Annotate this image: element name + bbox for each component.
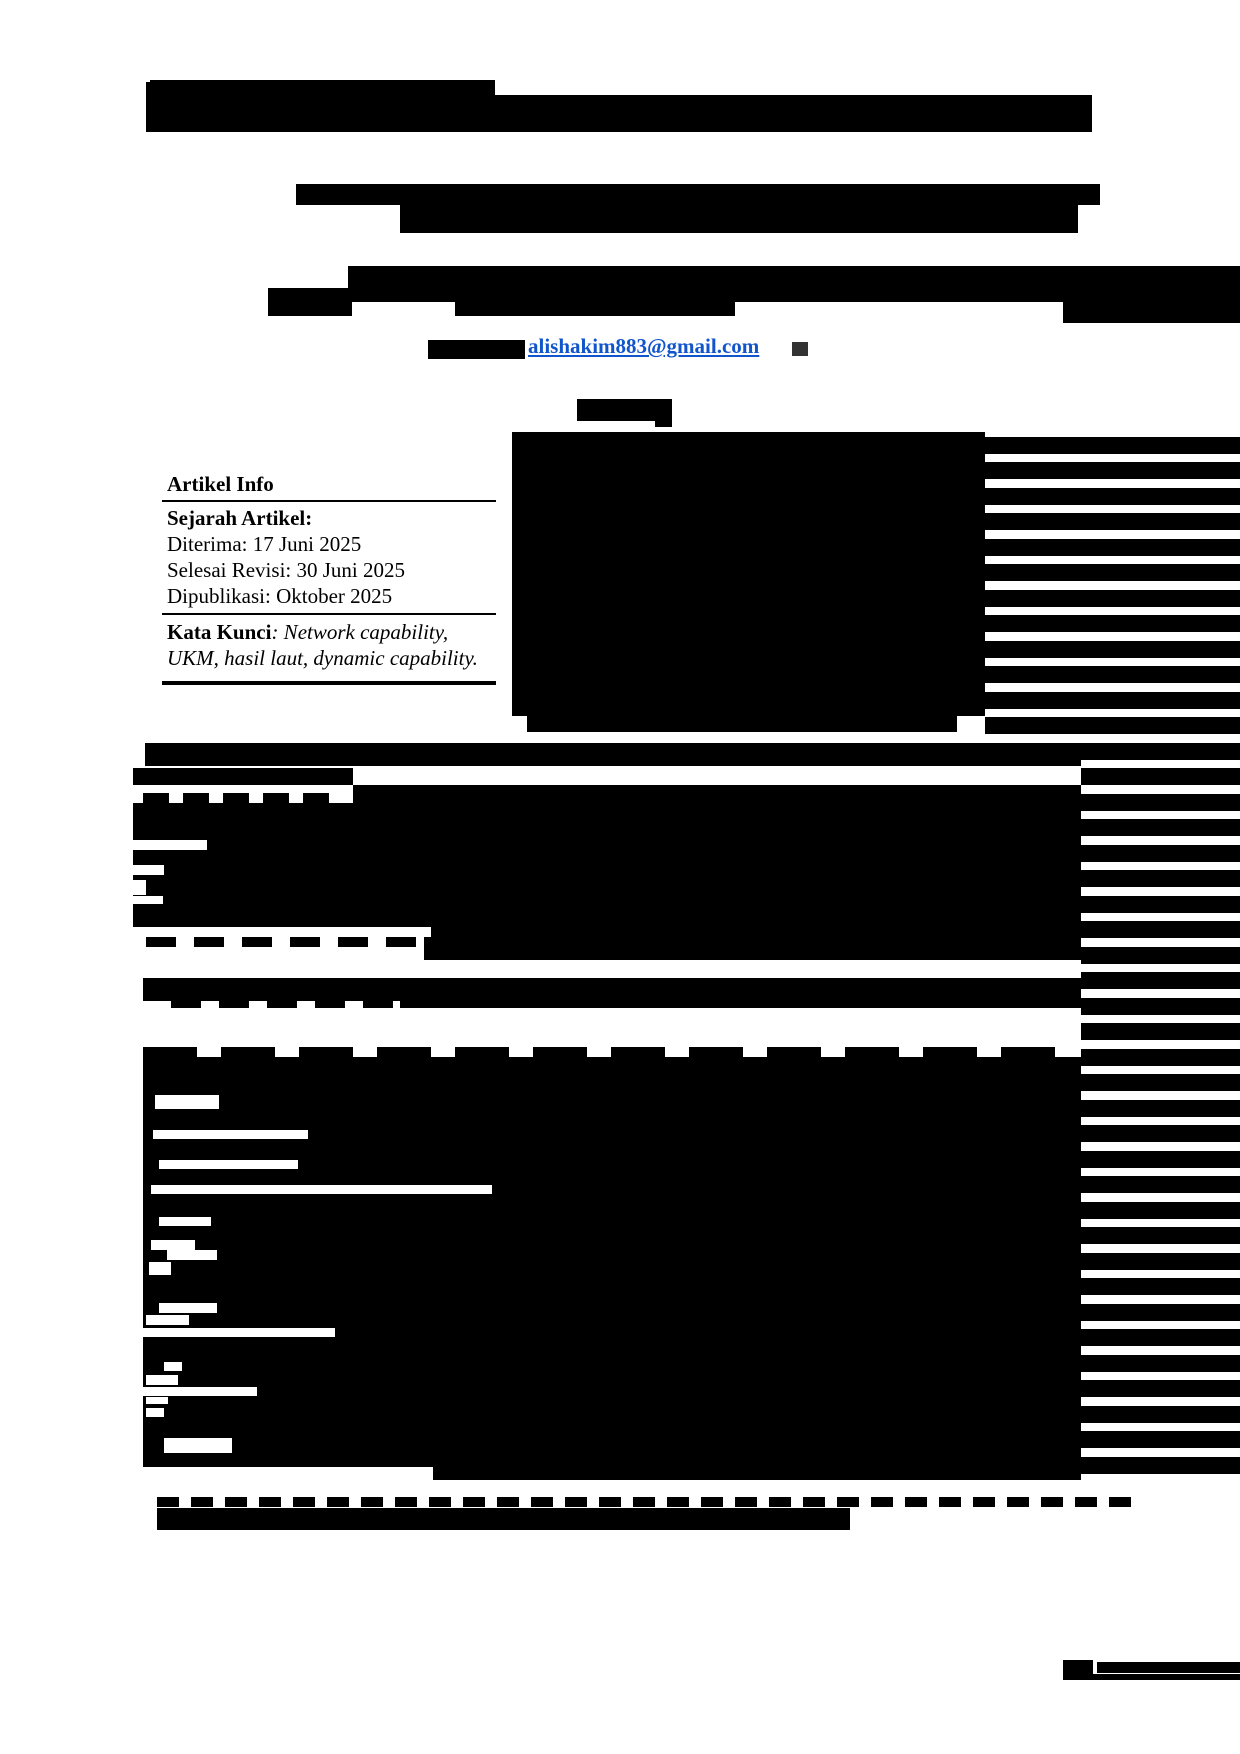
redaction-bar <box>151 1240 195 1250</box>
redaction-bar <box>1081 1431 1240 1448</box>
redaction-bar <box>1081 1355 1240 1372</box>
redaction-bar <box>463 1497 485 1507</box>
redaction-bar <box>1081 1380 1240 1397</box>
redaction-bar <box>1081 972 1240 989</box>
article-history <box>162 502 496 613</box>
redaction-bar <box>146 1397 168 1404</box>
redaction-bar <box>133 865 164 875</box>
redaction-bar <box>299 1047 353 1057</box>
redaction-bar <box>1081 819 1240 836</box>
redaction-bar <box>259 1497 281 1507</box>
redaction-bar <box>1001 1047 1055 1057</box>
redaction-bar <box>1081 1406 1240 1423</box>
redaction-bar <box>157 1497 179 1507</box>
redaction-bar <box>1081 1227 1240 1244</box>
redaction-bar <box>905 1497 927 1507</box>
redaction-bar <box>985 590 1240 607</box>
redaction-bar <box>303 793 329 803</box>
redaction-bar <box>1081 794 1240 811</box>
redaction-bar <box>133 927 431 937</box>
redaction-bar <box>395 1497 417 1507</box>
redaction-bar <box>599 1497 621 1507</box>
redaction-bar <box>377 1047 431 1057</box>
redaction-bar <box>527 716 957 732</box>
redaction-bar <box>803 1497 825 1507</box>
author-email-link[interactable]: alishakim883@gmail.com <box>528 334 760 358</box>
redaction-bar <box>455 300 735 316</box>
redaction-bar <box>146 95 1092 132</box>
redaction-bar <box>133 1328 335 1337</box>
redaction-bar <box>577 399 672 421</box>
redaction-bar <box>290 937 320 947</box>
redaction-bar <box>1081 1151 1240 1168</box>
redaction-bar <box>985 666 1240 683</box>
article-info-title: Artikel Info <box>167 472 274 496</box>
redaction-bar <box>1097 1662 1240 1673</box>
redaction-bar <box>133 840 207 850</box>
redaction-bar <box>735 1497 757 1507</box>
redaction-bar <box>338 937 368 947</box>
redaction-bar <box>1041 1497 1063 1507</box>
redaction-bar <box>1063 1674 1240 1680</box>
redaction-bar <box>225 1497 247 1507</box>
redaction-bar <box>293 1497 315 1507</box>
article-info-box <box>162 471 496 685</box>
redaction-bar <box>153 1130 308 1139</box>
redaction-bar <box>400 205 1078 233</box>
redaction-bar <box>353 785 1081 803</box>
redaction-bar <box>149 1262 171 1275</box>
redaction-bar <box>985 641 1240 658</box>
redaction-bar <box>1081 998 1240 1015</box>
redaction-bar <box>1081 1457 1240 1474</box>
redaction-bar <box>531 1497 553 1507</box>
redaction-bar <box>985 513 1240 530</box>
redaction-bar <box>242 937 272 947</box>
redaction-bar <box>871 1497 893 1507</box>
redaction-bar <box>655 419 672 427</box>
redaction-bar <box>1081 743 1240 760</box>
history-revised: Selesai Revisi: 30 Juni 2025 <box>167 558 405 582</box>
redaction-bar <box>145 743 1081 766</box>
redaction-bar <box>171 1000 201 1008</box>
redaction-bar <box>923 1047 977 1057</box>
redaction-bar <box>667 1497 689 1507</box>
redaction-bar <box>386 937 416 947</box>
redaction-bar <box>769 1497 791 1507</box>
history-heading: Sejarah Artikel: <box>167 506 313 530</box>
redaction-bar <box>1081 1074 1240 1091</box>
redaction-bar <box>1081 768 1240 785</box>
redaction-bar <box>1109 1497 1131 1507</box>
redaction-bar <box>985 564 1240 581</box>
redaction-bar <box>837 1497 859 1507</box>
redaction-bar <box>939 1497 961 1507</box>
redaction-bar <box>143 1057 1081 1480</box>
redaction-bar <box>143 978 1081 1001</box>
redaction-bar <box>689 1047 743 1057</box>
redaction-bar <box>1081 1202 1240 1219</box>
redaction-bar <box>191 1497 213 1507</box>
redaction-bar <box>985 488 1240 505</box>
redaction-bar <box>164 1438 232 1453</box>
redaction-bar <box>611 1047 665 1057</box>
redaction-bar <box>400 1000 1081 1008</box>
redaction-bar <box>497 1497 519 1507</box>
keywords-label: Kata Kunci <box>167 620 272 644</box>
redaction-bar <box>150 80 495 95</box>
redaction-bar <box>194 937 224 947</box>
redaction-bar <box>512 432 985 716</box>
redaction-bar <box>146 1315 189 1325</box>
history-published: Dipublikasi: Oktober 2025 <box>167 584 393 608</box>
redaction-bar <box>1007 1497 1029 1507</box>
keywords-text: : Network capability, UKM, hasil laut, dynamic capability. <box>167 620 478 670</box>
redaction-bar <box>219 1000 249 1008</box>
redaction-bar <box>1063 302 1240 323</box>
redaction-bar <box>327 1497 349 1507</box>
redaction-bar <box>985 437 1240 454</box>
redaction-bar <box>1081 845 1240 862</box>
redaction-bar <box>133 1467 433 1480</box>
redaction-bar <box>143 793 169 803</box>
email-line <box>528 334 759 358</box>
redaction-bar <box>146 1375 178 1385</box>
redaction-bar <box>1081 896 1240 913</box>
redaction-bar <box>223 793 249 803</box>
redaction-bar <box>1081 1278 1240 1295</box>
divider-bottom <box>162 681 496 685</box>
redaction-bar <box>361 1497 383 1507</box>
redaction-bar <box>159 1160 298 1169</box>
redaction-bar <box>133 1387 257 1396</box>
redaction-bar <box>1081 1125 1240 1142</box>
redaction-bar <box>792 342 808 356</box>
redaction-bar <box>1081 1329 1240 1346</box>
redaction-bar <box>985 615 1240 632</box>
redaction-bar <box>133 803 1081 935</box>
redaction-bar <box>363 1000 393 1008</box>
redaction-bar <box>1075 1497 1097 1507</box>
redaction-bar <box>183 793 209 803</box>
redaction-bar <box>985 717 1240 734</box>
redaction-bar <box>143 1047 197 1057</box>
redaction-bar <box>133 768 353 785</box>
redaction-bar <box>348 266 1240 302</box>
redaction-bar <box>424 935 1081 960</box>
redaction-bar <box>146 1408 164 1417</box>
redaction-bar <box>1081 1176 1240 1193</box>
redaction-bar <box>1081 1304 1240 1321</box>
redaction-bar <box>167 1250 217 1260</box>
redaction-bar <box>267 1000 297 1008</box>
redaction-bar <box>985 462 1240 479</box>
redaction-bar <box>429 1497 451 1507</box>
redaction-bar <box>985 539 1240 556</box>
redaction-bar <box>1081 1100 1240 1117</box>
redaction-bar <box>973 1497 995 1507</box>
redaction-bar <box>533 1047 587 1057</box>
redaction-bar <box>221 1047 275 1057</box>
redaction-bar <box>1081 1049 1240 1066</box>
redaction-bar <box>133 880 146 895</box>
redaction-bar <box>263 793 289 803</box>
redaction-bar <box>1081 947 1240 964</box>
redaction-bar <box>701 1497 723 1507</box>
redaction-bar <box>133 896 163 904</box>
redaction-bar <box>146 937 176 947</box>
redaction-bar <box>1081 921 1240 938</box>
redaction-bar <box>565 1497 587 1507</box>
redaction-bar <box>157 1508 850 1530</box>
redaction-bar <box>1081 870 1240 887</box>
redaction-bar <box>296 184 1100 205</box>
redaction-bar <box>268 288 352 316</box>
redaction-bar <box>151 1185 492 1194</box>
redaction-bar <box>767 1047 821 1057</box>
history-received: Diterima: 17 Juni 2025 <box>167 532 362 556</box>
redaction-bar <box>985 692 1240 709</box>
redaction-bar <box>159 1303 217 1313</box>
redaction-bar <box>1081 1023 1240 1040</box>
redaction-bar <box>155 1095 219 1109</box>
redaction-bar <box>428 340 525 359</box>
redaction-bar <box>164 1362 182 1371</box>
keywords-block <box>162 615 496 681</box>
redaction-bar <box>455 1047 509 1057</box>
redaction-bar <box>315 1000 345 1008</box>
redaction-bar <box>159 1217 211 1226</box>
redaction-bar <box>633 1497 655 1507</box>
redaction-bar <box>845 1047 899 1057</box>
redaction-bar <box>1081 1253 1240 1270</box>
